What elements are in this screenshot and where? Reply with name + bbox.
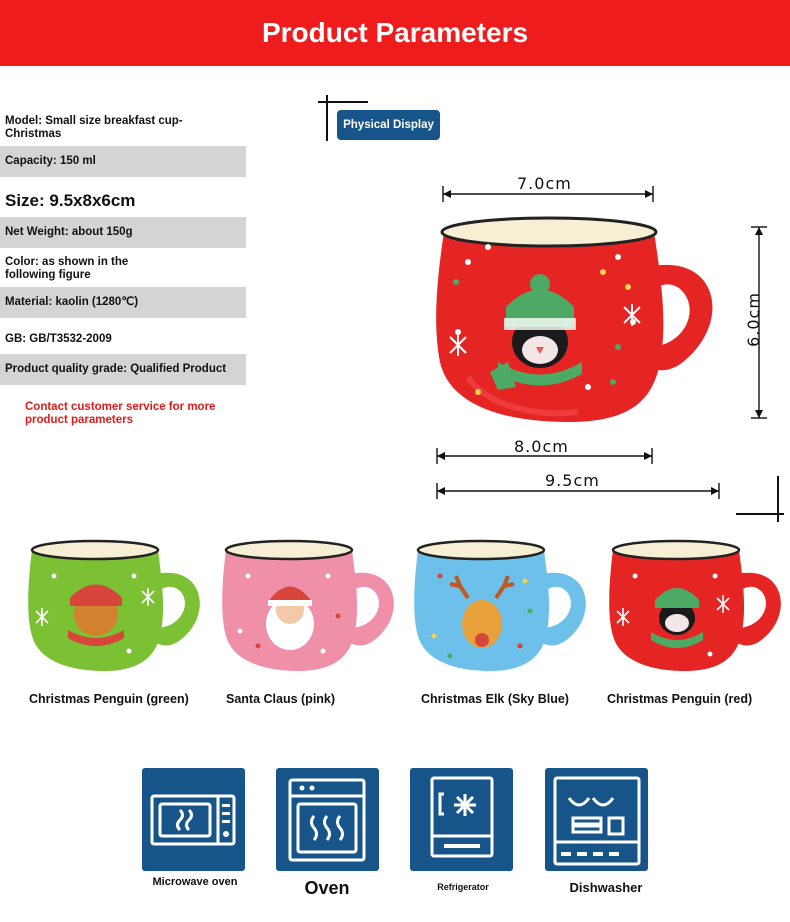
snowflake-icon — [454, 794, 476, 816]
page-title: Product Parameters — [261, 17, 529, 48]
dimension-top-label: 7.0cm — [517, 174, 572, 193]
param-gb: GB: GB/T3532-2009 — [5, 332, 112, 345]
appliance-label-oven: Oven — [304, 878, 350, 898]
param-net-weight: Net Weight: about 150g — [0, 217, 246, 248]
variant-mug-red — [605, 536, 790, 676]
param-quality-grade: Product quality grade: Qualified Product — [0, 354, 246, 385]
variant-label-sky-blue: Christmas Elk (Sky Blue) — [421, 692, 569, 706]
main-mug-image — [428, 212, 728, 432]
param-size: Size: 9.5x8x6cm — [5, 190, 136, 210]
variant-mug-pink — [218, 536, 403, 676]
dimension-bottom-label: 8.0cm — [514, 437, 569, 456]
param-capacity: Capacity: 150 ml — [0, 146, 246, 177]
appliance-label-dishwasher: Dishwasher — [569, 880, 643, 895]
variant-label-red: Christmas Penguin (red) — [607, 692, 753, 706]
physical-display-badge: Physical Display — [337, 110, 440, 140]
dimension-height-label: 6.0cm — [743, 292, 763, 347]
santa-motif-icon — [266, 587, 314, 651]
param-material: Material: kaolin (1280℃) — [0, 287, 246, 318]
variant-label-pink: Santa Claus (pink) — [226, 692, 336, 706]
microwave-icon — [142, 768, 245, 871]
param-color: Color: as shown in the following figure — [5, 256, 129, 281]
appliance-label-refrigerator: Refrigerator — [437, 882, 489, 892]
variant-label-green: Christmas Penguin (green) — [29, 692, 189, 706]
oven-icon — [276, 768, 379, 871]
dimension-width-label: 9.5cm — [545, 471, 600, 490]
refrigerator-icon — [410, 768, 513, 871]
contact-note: Contact customer service for more product parameters — [25, 401, 216, 426]
dishwasher-icon — [545, 768, 648, 871]
appliance-label-microwave: Microwave oven — [152, 876, 238, 888]
variant-mug-sky-blue — [410, 536, 595, 676]
variant-mug-green — [24, 536, 209, 676]
param-model: Model: Small size breakfast cup-Christmas — [5, 115, 183, 140]
